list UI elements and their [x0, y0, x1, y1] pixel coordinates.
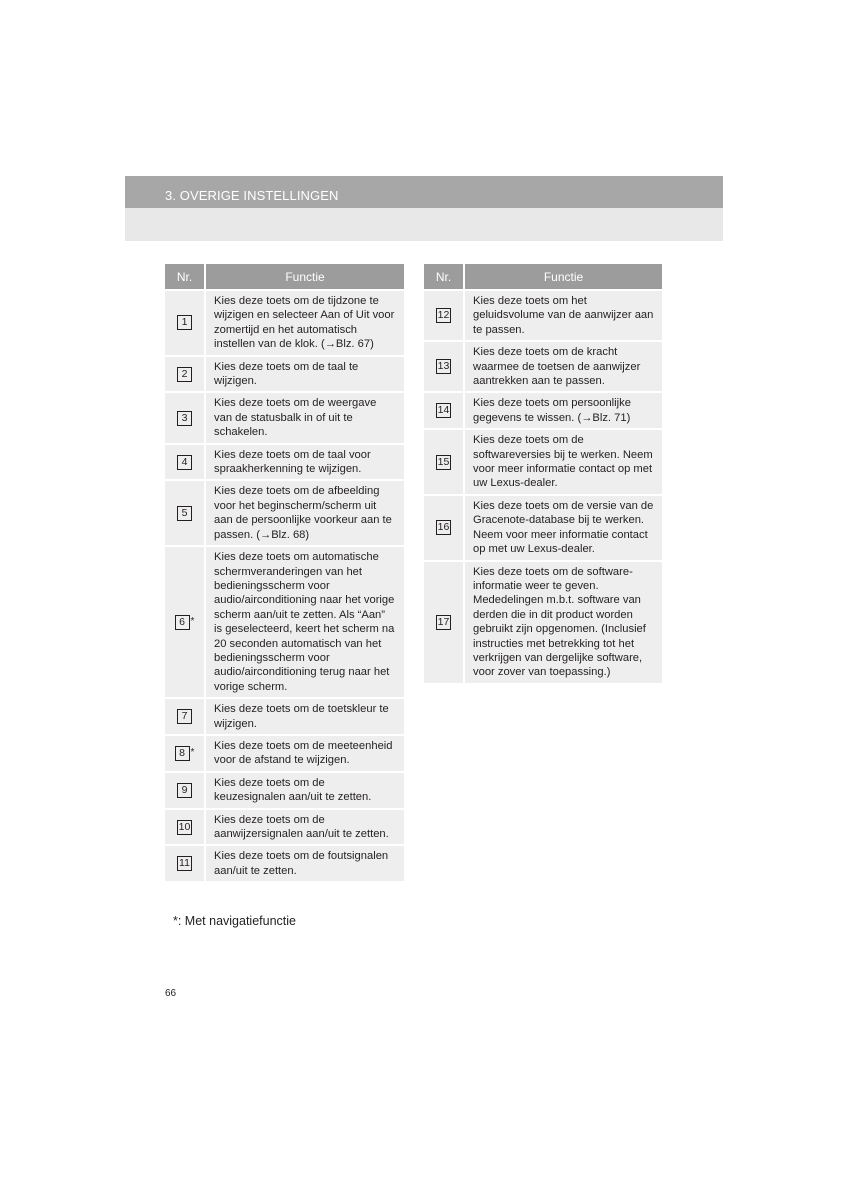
footnote: *: Met navigatiefunctie [173, 914, 296, 928]
row-number-cell [165, 392, 205, 443]
row-number-cell [424, 290, 464, 341]
table-row [424, 429, 662, 495]
column-header-function: Functie [464, 264, 662, 290]
row-number-badge: 2 [177, 367, 192, 382]
table-row [424, 290, 662, 341]
table-row [424, 495, 662, 561]
right-settings-table [424, 264, 662, 683]
function-description: Kies deze toets om de taal voor spraakherkenning te wijzigen. [205, 444, 404, 481]
function-description: Kies deze toets om de taal te wijzigen. [205, 356, 404, 393]
column-header-nr: Nr. [424, 264, 464, 290]
table-row [165, 735, 404, 772]
row-number-cell [165, 356, 205, 393]
row-number-badge: 1 [177, 315, 192, 330]
row-number-cell [165, 290, 205, 356]
table-row [165, 356, 404, 393]
row-number-cell [424, 429, 464, 495]
row-number-badge: 5 [177, 506, 192, 521]
row-number-badge: 6 [175, 615, 190, 630]
left-settings-table [165, 264, 404, 881]
function-description: Kies deze toets om de versie van de Gracenote-database bij te werken. Neem voor meer informatie contact op met uw Lexus-dealer. [464, 495, 662, 561]
row-number-badge: 16 [437, 521, 450, 534]
function-description: Kies deze toets om persoonlijke gegevens te wissen. (→Blz. 71) [464, 392, 662, 429]
section-header-band [125, 176, 723, 208]
row-number-cell [424, 341, 464, 392]
navigation-footnote-marker: * [190, 746, 195, 758]
row-number-badge: 15 [437, 455, 450, 468]
row-number-cell [165, 444, 205, 481]
section-header-subband [125, 208, 723, 241]
page-number: 66 [165, 988, 177, 999]
section-title: 3. OVERIGE INSTELLINGEN [165, 188, 339, 203]
row-number-cell [424, 561, 464, 683]
function-description: Kies deze toets om de afbeelding voor het beginscherm/scherm uit aan de persoonlijke voorkeur aan te passen. (→Blz. 68) [205, 480, 404, 546]
row-number-badge: 8 [175, 746, 190, 761]
row-number-badge: 9 [177, 783, 192, 798]
row-number-badge: 4 [177, 455, 192, 470]
function-description: Kies deze toets om de foutsignalen aan/uit te zetten. [205, 845, 404, 881]
function-description: Kies deze toets om de softwareversies bij te werken. Neem voor meer informatie contact op met uw Lexus-dealer. [464, 429, 662, 495]
function-description: Kies deze toets om de weergave van de statusbalk in of uit te schakelen. [205, 392, 404, 443]
row-number-badge: 3 [177, 411, 192, 426]
row-number-cell [165, 546, 205, 698]
row-number-cell [165, 772, 205, 809]
table-row [424, 561, 662, 683]
row-number-cell [165, 698, 205, 735]
function-description: Kies deze toets om de software-informatie weer te geven. Mededelingen m.b.t. software van derden die in dit product worden gebruikt zijn opgenomen. (Inclusief instructies met betrekking tot het verkrijgen van dergelijke software, voor zover van toepassing.) [464, 561, 662, 683]
row-number-badge: 13 [437, 360, 450, 373]
row-number-cell [165, 480, 205, 546]
row-number-badge: 7 [177, 709, 192, 724]
table-row [165, 444, 404, 481]
table-row [165, 809, 404, 846]
table-row [165, 290, 404, 356]
function-description: Kies deze toets om de kracht waarmee de toetsen de aanwijzer aantrekken aan te passen. [464, 341, 662, 392]
column-header-function: Functie [205, 264, 404, 290]
row-number-cell [424, 392, 464, 429]
table-row [424, 392, 662, 429]
function-description: Kies deze toets om de keuzesignalen aan/uit te zetten. [205, 772, 404, 809]
row-number-badge: 10 [178, 820, 191, 833]
function-description: Kies deze toets om de tijdzone te wijzigen en selecteer Aan of Uit voor zomertijd en het automatisch instellen van de klok. (→Blz. 67) [205, 290, 404, 356]
row-number-cell [165, 809, 205, 846]
navigation-footnote-marker: * [190, 615, 195, 627]
table-row [424, 341, 662, 392]
row-number-cell [165, 735, 205, 772]
table-row [165, 546, 404, 698]
row-number-badge: 12 [437, 309, 450, 322]
function-description: Kies deze toets om het geluidsvolume van de aanwijzer aan te passen. [464, 290, 662, 341]
row-number-badge: 17 [437, 615, 450, 628]
table-row [165, 772, 404, 809]
table-row [165, 392, 404, 443]
table-row [165, 845, 404, 881]
table-row [165, 480, 404, 546]
row-number-cell [424, 495, 464, 561]
row-number-badge: 14 [437, 404, 450, 417]
function-description: Kies deze toets om de aanwijzersignalen aan/uit te zetten. [205, 809, 404, 846]
function-description: Kies deze toets om de meeteenheid voor de afstand te wijzigen. [205, 735, 404, 772]
column-header-nr: Nr. [165, 264, 205, 290]
row-number-cell [165, 845, 205, 881]
function-description: Kies deze toets om automatische schermveranderingen van het bedieningsscherm voor audio/airconditioning naar het vorige scherm aan/uit te zetten. Als “Aan” is geselecteerd, keert het scherm na 20 seconden automatisch van het bedieningsscherm voor audio/airconditioning terug naar het vorige scherm. [205, 546, 404, 698]
table-row [165, 698, 404, 735]
function-description: Kies deze toets om de toetskleur te wijzigen. [205, 698, 404, 735]
row-number-badge: 11 [177, 856, 192, 871]
